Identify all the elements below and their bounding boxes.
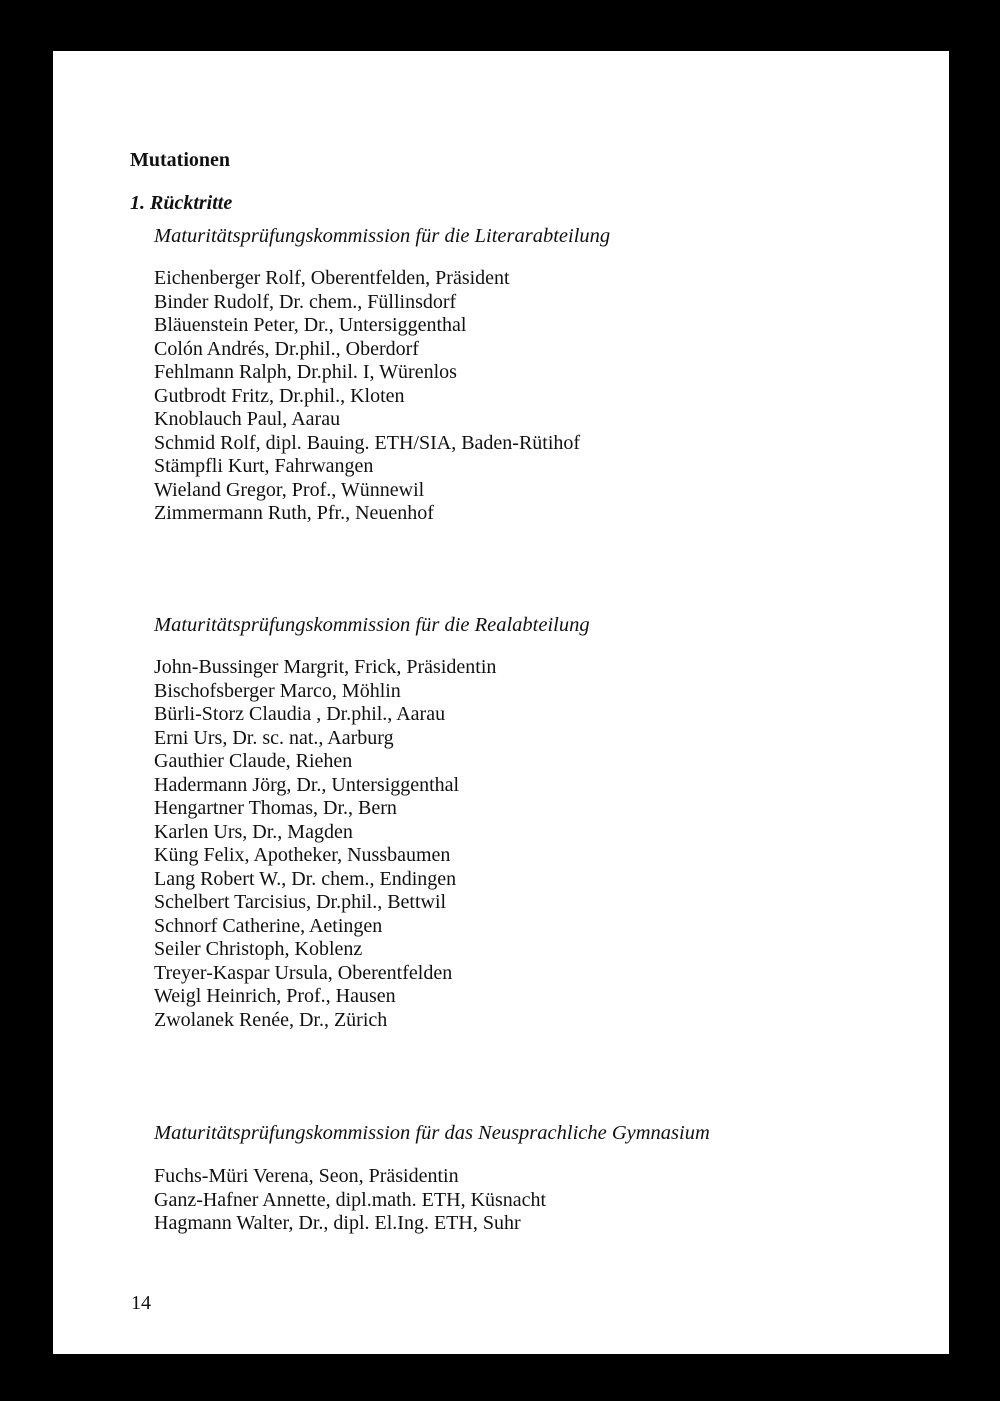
list-item: Colón Andrés, Dr.phil., Oberdorf xyxy=(154,337,419,360)
member-list-realabteilung xyxy=(154,656,496,1032)
committee-heading-literarabteilung: Maturitätsprüfungskommission für die Literarabteilung xyxy=(154,225,611,247)
committee-heading-neusprachliches-gymnasium: Maturitätsprüfungskommission für das Neusprachliche Gymnasium xyxy=(154,1122,710,1144)
list-item: John-Bussinger Margrit, Frick, Präsidentin xyxy=(154,656,497,678)
list-item: Bürli-Storz Claudia , Dr.phil., Aarau xyxy=(154,703,446,725)
page-title: Mutationen xyxy=(130,149,230,171)
committee-heading-realabteilung: Maturitätsprüfungskommission für die Realabteilung xyxy=(154,614,590,636)
list-item: Weigl Heinrich, Prof., Hausen xyxy=(154,985,396,1007)
list-item: Stämpfli Kurt, Fahrwangen xyxy=(154,455,374,477)
list-item: Lang Robert W., Dr. chem., Endingen xyxy=(154,867,457,890)
list-item: Binder Rudolf, Dr. chem., Füllinsdorf xyxy=(154,290,457,313)
document-page xyxy=(53,51,949,1354)
list-item: Bläuenstein Peter, Dr., Untersiggenthal xyxy=(154,314,467,336)
list-item: Fehlmann Ralph, Dr.phil. I, Würenlos xyxy=(154,361,457,383)
list-item: Schelbert Tarcisius, Dr.phil., Bettwil xyxy=(154,891,447,913)
list-item: Karlen Urs, Dr., Magden xyxy=(154,820,353,843)
list-item: Hagmann Walter, Dr., dipl. El.Ing. ETH, Suhr xyxy=(154,1212,521,1234)
member-list-literarabteilung xyxy=(154,267,580,526)
list-item: Schmid Rolf, dipl. Bauing. ETH/SIA, Baden-Rütihof xyxy=(154,431,581,454)
list-item: Hengartner Thomas, Dr., Bern xyxy=(154,797,397,819)
page-number: 14 xyxy=(131,1292,151,1314)
list-item: Bischofsberger Marco, Möhlin xyxy=(154,679,401,702)
section-heading: 1. Rücktritte xyxy=(130,192,233,214)
list-item: Hadermann Jörg, Dr., Untersiggenthal xyxy=(154,773,460,796)
list-item: Gutbrodt Fritz, Dr.phil., Kloten xyxy=(154,384,405,407)
list-item: Erni Urs, Dr. sc. nat., Aarburg xyxy=(154,726,394,749)
member-list-neusprachliches-gymnasium xyxy=(154,1165,546,1236)
list-item: Schnorf Catherine, Aetingen xyxy=(154,914,383,937)
list-item: Ganz-Hafner Annette, dipl.math. ETH, Küsnacht xyxy=(154,1188,547,1211)
list-item: Knoblauch Paul, Aarau xyxy=(154,408,341,430)
list-item: Zimmermann Ruth, Pfr., Neuenhof xyxy=(154,502,434,524)
list-item: Zwolanek Renée, Dr., Zürich xyxy=(154,1008,388,1031)
list-item: Fuchs-Müri Verena, Seon, Präsidentin xyxy=(154,1165,459,1187)
list-item: Wieland Gregor, Prof., Wünnewil xyxy=(154,478,425,501)
list-item: Gauthier Claude, Riehen xyxy=(154,750,353,772)
list-item: Treyer-Kaspar Ursula, Oberentfelden xyxy=(154,961,453,984)
list-item: Seiler Christoph, Koblenz xyxy=(154,938,363,960)
list-item: Küng Felix, Apotheker, Nussbaumen xyxy=(154,844,451,866)
list-item: Eichenberger Rolf, Oberentfelden, Präsident xyxy=(154,267,510,289)
